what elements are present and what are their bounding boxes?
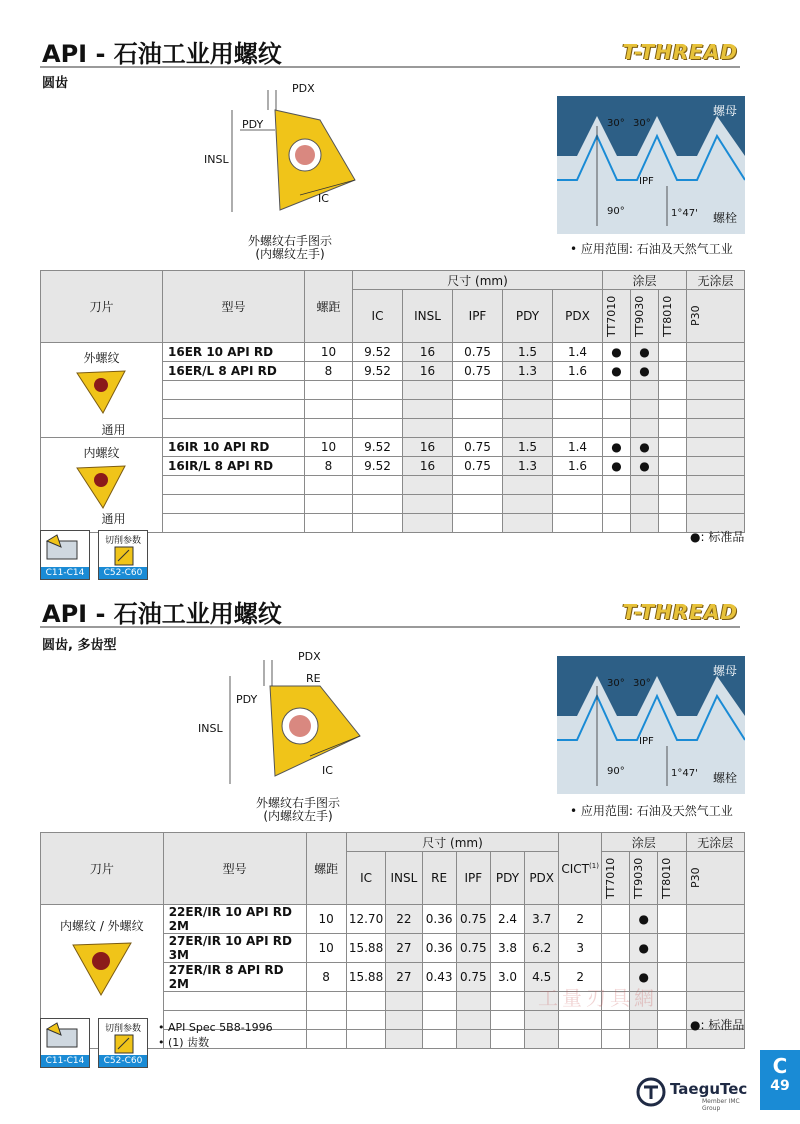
insert-image-external xyxy=(73,367,129,415)
pdx-cell: 1.4 xyxy=(553,438,603,457)
col-tt9030: TT9030 xyxy=(633,295,646,337)
col-pdx: PDX xyxy=(553,290,603,343)
col-model: 型号 xyxy=(163,271,305,343)
footnote-teeth-count: • (1) 齿数 xyxy=(158,1036,210,1049)
col-size: 尺寸 (mm) xyxy=(346,833,559,852)
pitch-cell: 10 xyxy=(305,343,353,362)
dim-insl-label: INSL xyxy=(198,722,223,735)
model-cell: 16ER 10 API RD xyxy=(163,343,305,362)
blade-label-external: 外螺纹 xyxy=(83,351,120,365)
pdx-cell: 1.6 xyxy=(553,457,603,476)
tt8010-cell xyxy=(659,362,687,381)
col-pitch: 螺距 xyxy=(306,833,346,905)
pdx-cell: 3.7 xyxy=(525,905,559,934)
blade-cell-external xyxy=(41,343,163,438)
cutting-data-page-ref: C52-C60 xyxy=(99,1055,147,1067)
insl-cell: 16 xyxy=(403,362,453,381)
blade-label: 内螺纹 / 外螺纹 xyxy=(60,919,144,933)
angle-90-label: 90° xyxy=(607,206,625,217)
pdy-cell: 1.3 xyxy=(503,457,553,476)
ipf-cell: 0.75 xyxy=(453,457,503,476)
caption-line-2: (内螺纹左手) xyxy=(255,247,325,261)
angle-left-label: 30° xyxy=(607,118,625,129)
application-text: 应用范围: 石油及天然气工业 xyxy=(580,804,733,818)
application-note: • 应用范围: 石油及天然气工业 xyxy=(570,242,733,256)
angle-left-label: 30° xyxy=(607,678,625,689)
col-ic: IC xyxy=(353,290,403,343)
model-cell: 27ER/IR 10 API RD 3M xyxy=(163,934,306,963)
col-pdy: PDY xyxy=(503,290,553,343)
p30-cell xyxy=(686,934,744,963)
thread-profile-figure xyxy=(557,656,745,794)
p30-cell xyxy=(686,963,744,992)
ipf-cell: 0.75 xyxy=(453,362,503,381)
standard-item-legend: ●: 标准品 xyxy=(690,1018,745,1032)
ipf-cell: 0.75 xyxy=(453,438,503,457)
tt8010-cell xyxy=(658,905,686,934)
ipf-label: IPF xyxy=(639,176,654,187)
col-ipf: IPF xyxy=(456,852,490,905)
col-pdx: PDX xyxy=(525,852,559,905)
section-subtitle: 圆齿, 多齿型 xyxy=(42,638,117,653)
pitch-cell: 8 xyxy=(306,963,346,992)
thread-nut-label: 螺母 xyxy=(712,104,737,118)
model-cell: 22ER/IR 10 API RD 2M xyxy=(163,905,306,934)
insl-cell: 27 xyxy=(386,963,422,992)
ic-cell: 9.52 xyxy=(353,457,403,476)
re-cell: 0.36 xyxy=(422,905,456,934)
tt9030-cell: ● xyxy=(631,362,659,381)
dim-ic-label: IC xyxy=(318,192,329,205)
dim-ic-label: IC xyxy=(322,764,333,777)
pdx-cell: 4.5 xyxy=(525,963,559,992)
insl-cell: 27 xyxy=(386,934,422,963)
col-uncoated: 无涂层 xyxy=(686,833,744,852)
ic-cell: 9.52 xyxy=(353,343,403,362)
col-tt8010: TT8010 xyxy=(661,295,674,337)
col-cict xyxy=(559,833,602,905)
pitch-cell: 10 xyxy=(306,934,346,963)
angle-90-label: 90° xyxy=(607,766,625,777)
pdy-cell: 2.4 xyxy=(490,905,524,934)
p30-cell xyxy=(687,343,745,362)
col-uncoated: 无涂层 xyxy=(687,271,745,290)
col-ic: IC xyxy=(346,852,386,905)
cict-cell: 2 xyxy=(559,905,602,934)
insert-dimension-figure xyxy=(200,80,380,220)
tt7010-cell: ● xyxy=(603,343,631,362)
p30-cell xyxy=(686,905,744,934)
pdy-cell: 1.5 xyxy=(503,343,553,362)
chapter-letter: C xyxy=(772,1054,788,1078)
ic-cell: 9.52 xyxy=(353,362,403,381)
section-header xyxy=(40,594,740,628)
cutting-data-page-ref: C52-C60 xyxy=(99,567,147,579)
logo-text: TaeguTec xyxy=(670,1080,748,1098)
insert-image-internal xyxy=(73,462,129,510)
ipf-cell: 0.75 xyxy=(453,343,503,362)
col-size: 尺寸 (mm) xyxy=(353,271,603,290)
dim-pdx-label: PDX xyxy=(298,650,321,663)
standard-item-legend: ●: 标准品 xyxy=(690,530,745,544)
tt8010-cell xyxy=(659,343,687,362)
p30-cell xyxy=(687,362,745,381)
insl-cell: 16 xyxy=(403,438,453,457)
ic-cell: 9.52 xyxy=(353,438,403,457)
pitch-cell: 8 xyxy=(305,457,353,476)
chapter-tab[interactable] xyxy=(760,1050,800,1110)
blade-cell-internal xyxy=(41,438,163,533)
re-cell: 0.43 xyxy=(422,963,456,992)
thread-nut-label: 螺母 xyxy=(712,664,737,678)
figure-caption xyxy=(220,235,360,261)
col-tt9030: TT9030 xyxy=(632,857,646,899)
col-model: 型号 xyxy=(163,833,306,905)
angle-147-label: 1°47' xyxy=(671,208,698,219)
brand-logo: T-THREAD xyxy=(622,40,738,64)
toolholder-page-ref: C11-C14 xyxy=(41,567,89,579)
ipf-cell: 0.75 xyxy=(456,963,490,992)
ipf-cell: 0.75 xyxy=(456,905,490,934)
cutting-data-icon[interactable] xyxy=(98,530,148,580)
dim-re-label: RE xyxy=(306,672,321,685)
angle-right-label: 30° xyxy=(633,118,651,129)
caption-line-1: 外螺纹右手图示 xyxy=(247,234,332,248)
page-number: 49 xyxy=(770,1078,790,1094)
tt9030-cell: ● xyxy=(631,438,659,457)
col-p30: P30 xyxy=(688,867,702,889)
figure-caption xyxy=(228,797,368,823)
tt7010-cell: ● xyxy=(603,438,631,457)
toolholder-page-ref: C11-C14 xyxy=(41,1055,89,1067)
model-cell: 16ER/L 8 API RD xyxy=(163,362,305,381)
thread-bolt-label: 螺栓 xyxy=(712,771,737,785)
p30-cell xyxy=(687,438,745,457)
col-tt7010: TT7010 xyxy=(605,295,618,337)
pitch-cell: 10 xyxy=(306,905,346,934)
col-p30: P30 xyxy=(689,305,702,327)
tt7010-cell xyxy=(602,905,630,934)
col-blade: 刀片 xyxy=(41,833,164,905)
thread-profile-figure xyxy=(557,96,745,234)
col-blade: 刀片 xyxy=(41,271,163,343)
tt9030-cell: ● xyxy=(630,905,658,934)
cict-cell: 3 xyxy=(559,934,602,963)
insl-cell: 16 xyxy=(403,343,453,362)
footnotes xyxy=(158,1020,273,1050)
col-ipf: IPF xyxy=(453,290,503,343)
watermark: 工量刃具網 xyxy=(538,986,658,1010)
col-tt8010: TT8010 xyxy=(660,857,674,899)
angle-147-label: 1°47' xyxy=(671,768,698,779)
section-subtitle: 圆齿 xyxy=(42,76,69,91)
pitch-cell: 8 xyxy=(305,362,353,381)
cict-cell: 2 xyxy=(559,963,602,992)
dim-pdy-label: PDY xyxy=(242,118,264,131)
thread-bolt-label: 螺栓 xyxy=(712,211,737,225)
pdx-cell: 1.6 xyxy=(553,362,603,381)
cutting-data-label: 切削参数 xyxy=(104,1024,141,1034)
blade-sublabel-external: 通用 xyxy=(101,423,126,437)
col-re: RE xyxy=(422,852,456,905)
dim-pdy-label: PDY xyxy=(236,693,258,706)
col-coating: 涂层 xyxy=(602,833,686,852)
ic-cell: 15.88 xyxy=(346,934,386,963)
toolholder-icon[interactable] xyxy=(40,530,90,580)
application-note: • 应用范围: 石油及天然气工业 xyxy=(570,804,733,818)
tt8010-cell xyxy=(658,963,686,992)
pdy-cell: 3.0 xyxy=(490,963,524,992)
toolholder-icon[interactable] xyxy=(40,1018,90,1068)
pdx-cell: 6.2 xyxy=(525,934,559,963)
pitch-cell: 10 xyxy=(305,438,353,457)
dim-insl-label: INSL xyxy=(204,153,229,166)
spec-table-1 xyxy=(40,270,745,533)
pdy-cell: 1.3 xyxy=(503,362,553,381)
model-cell: 16IR 10 API RD xyxy=(163,438,305,457)
spec-table-2 xyxy=(40,832,745,1049)
tt7010-cell xyxy=(602,934,630,963)
p30-cell xyxy=(687,457,745,476)
pdy-cell: 3.8 xyxy=(490,934,524,963)
pdx-cell: 1.4 xyxy=(553,343,603,362)
footnote-api-spec: • API Spec 5B8-1996 xyxy=(158,1021,273,1034)
logo-subtext: Member IMC Group xyxy=(702,1098,740,1112)
section-header xyxy=(40,34,740,68)
cutting-data-label: 切削参数 xyxy=(104,536,141,546)
cutting-data-icon[interactable] xyxy=(98,1018,148,1068)
ic-cell: 12.70 xyxy=(346,905,386,934)
tt8010-cell xyxy=(658,934,686,963)
col-pdy: PDY xyxy=(490,852,524,905)
col-cict-label: CICT xyxy=(561,861,590,876)
col-cict-sup: (1) xyxy=(589,861,599,870)
col-tt7010: TT7010 xyxy=(604,857,618,899)
col-pitch: 螺距 xyxy=(305,271,353,343)
ipf-cell: 0.75 xyxy=(456,934,490,963)
insl-cell: 22 xyxy=(386,905,422,934)
tt9030-cell: ● xyxy=(631,457,659,476)
tt7010-cell: ● xyxy=(603,362,631,381)
caption-line-1: 外螺纹右手图示 xyxy=(255,796,340,810)
tt9030-cell: ● xyxy=(630,963,658,992)
ic-cell: 15.88 xyxy=(346,963,386,992)
application-text: 应用范围: 石油及天然气工业 xyxy=(580,242,733,256)
tt8010-cell xyxy=(659,457,687,476)
tt8010-cell xyxy=(659,438,687,457)
angle-right-label: 30° xyxy=(633,678,651,689)
page-title: API - 石油工业用螺纹 xyxy=(42,600,282,628)
logo-icon xyxy=(636,1077,666,1107)
pdy-cell: 1.5 xyxy=(503,438,553,457)
model-cell: 16IR/L 8 API RD xyxy=(163,457,305,476)
insl-cell: 16 xyxy=(403,457,453,476)
col-insl: INSL xyxy=(403,290,453,343)
tt7010-cell: ● xyxy=(603,457,631,476)
col-coating: 涂层 xyxy=(603,271,687,290)
insert-image-multitooth xyxy=(69,939,135,999)
brand-logo: T-THREAD xyxy=(622,600,738,624)
re-cell: 0.36 xyxy=(422,934,456,963)
tt9030-cell: ● xyxy=(631,343,659,362)
tt9030-cell: ● xyxy=(630,934,658,963)
page-title: API - 石油工业用螺纹 xyxy=(42,40,282,68)
blade-label-internal: 内螺纹 xyxy=(83,446,120,460)
ipf-label: IPF xyxy=(639,736,654,747)
model-cell: 27ER/IR 8 API RD 2M xyxy=(163,963,306,992)
col-insl: INSL xyxy=(386,852,422,905)
blade-sublabel-internal: 通用 xyxy=(101,512,126,526)
caption-line-2: (内螺纹左手) xyxy=(263,809,333,823)
taegutec-logo xyxy=(636,1072,756,1112)
insert-dimension-figure xyxy=(200,646,380,786)
dim-pdx-label: PDX xyxy=(292,82,315,95)
